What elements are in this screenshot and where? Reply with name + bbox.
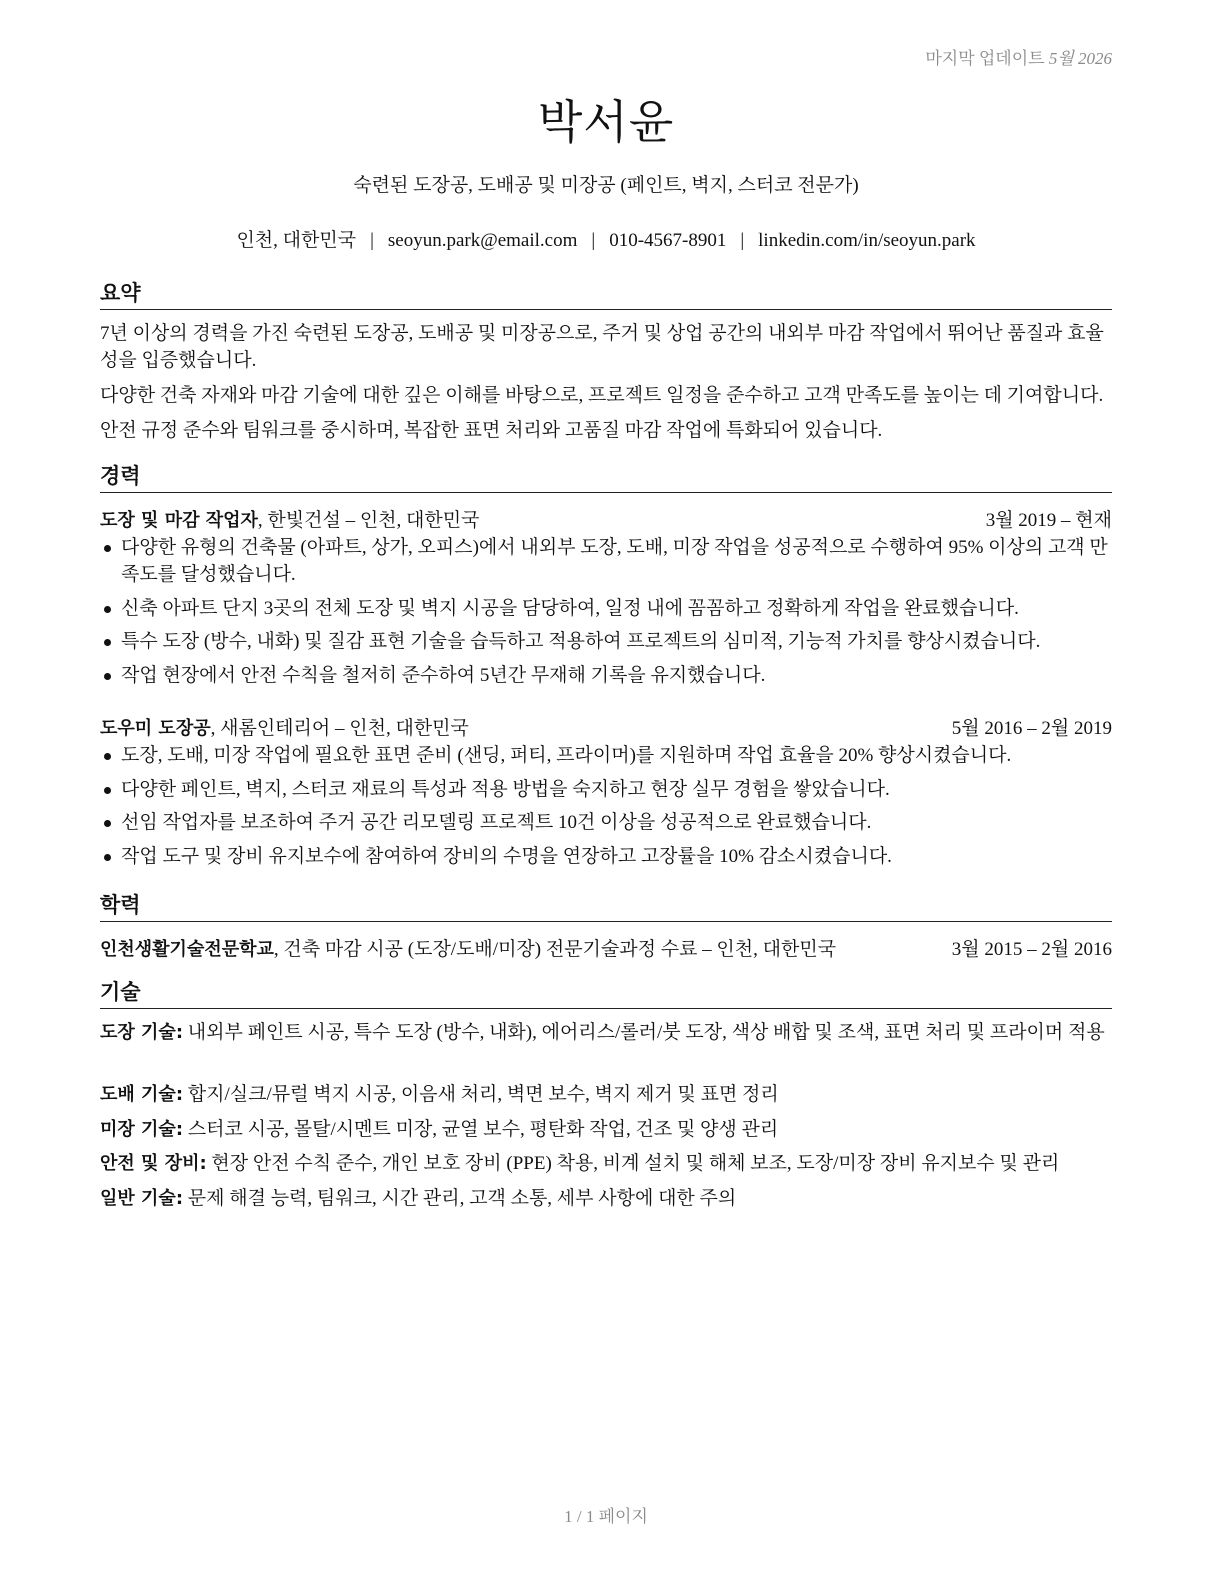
summary-paragraph: 안전 규정 준수와 팀워크를 중시하며, 복잡한 표면 처리와 고품질 마감 작업에 특화되어 있습니다.: [100, 420, 883, 441]
bullet-text: 다양한 유형의 건축물 (아파트, 상가, 오피스)에서 내외부 도장, 도배, 미장 작업을 성공적으로 수행하여 95% 이상의 고객 만족도를 달성했습니다.: [121, 537, 1108, 585]
skill-text: 스터코 시공, 몰탈/시멘트 미장, 균열 보수, 평탄화 작업, 건조 및 양생 관리: [183, 1119, 779, 1140]
section-title-skills: 기술: [100, 976, 1112, 1009]
bullet-icon: [104, 820, 111, 827]
bullet-icon: [104, 639, 111, 646]
skill-text: 내외부 페인트 시공, 특수 도장 (방수, 내화), 에어리스/롤러/붓 도장, 색상 배합 및 조색, 표면 처리 및 프라이머 적용: [183, 1022, 1105, 1043]
education-entry: [100, 934, 1112, 960]
resume-page: [100, 0, 1112, 1584]
skill-row: [100, 1185, 1112, 1212]
education-line: [100, 934, 836, 961]
skill-label: 미장 기술:: [100, 1119, 184, 1140]
list-item: [100, 595, 1112, 622]
skill-label: 안전 및 장비:: [100, 1153, 207, 1174]
job-company: , 한빛건설 – 인천, 대한민국: [257, 510, 480, 531]
education-dates: 3월 2015 – 2월 2016: [951, 939, 1112, 960]
skill-label: 도배 기술:: [100, 1084, 184, 1105]
last-updated-label: 마지막 업데이트: [925, 49, 1045, 68]
bullet-icon: [104, 753, 111, 760]
bullet-text: 특수 도장 (방수, 내화) 및 질감 표현 기술을 습득하고 적용하여 프로젝트의 심미적, 기능적 가치를 향상시켰습니다.: [121, 631, 1041, 652]
job-header: [100, 713, 1112, 739]
skill-row: [100, 1081, 1112, 1108]
skill-text: 합지/실크/뮤럴 벽지 시공, 이음새 처리, 벽면 보수, 벽지 제거 및 표면 정리: [183, 1084, 779, 1105]
summary-paragraph: 7년 이상의 경력을 가진 숙련된 도장공, 도배공 및 미장공으로, 주거 및 상업 공간의 내외부 마감 작업에서 뛰어난 품질과 효율성을 입증했습니다.: [100, 323, 1104, 371]
bullet-text: 도장, 도배, 미장 작업에 필요한 표면 준비 (샌딩, 퍼티, 프라이머)를 지원하며 작업 효율을 20% 향상시켰습니다.: [121, 745, 1012, 766]
skill-label: 일반 기술:: [100, 1188, 184, 1209]
section-title-education: 학력: [100, 889, 1112, 922]
contact-separator: |: [370, 230, 374, 251]
job-title-line: [100, 505, 479, 532]
headline: 숙련된 도장공, 도배공 및 미장공 (페인트, 벽지, 스터코 전문가): [353, 175, 859, 196]
bullet-icon: [104, 673, 111, 680]
contact-linkedin[interactable]: linkedin.com/in/seoyun.park: [758, 230, 976, 251]
candidate-name: 박서윤: [537, 95, 675, 149]
bullet-text: 신축 아파트 단지 3곳의 전체 도장 및 벽지 시공을 담당하여, 일정 내에 꼼꼼하고 정확하게 작업을 완료했습니다.: [121, 597, 1019, 619]
section-title-experience: 경력: [100, 460, 1112, 493]
page-indicator: 1 / 1 페이지: [564, 1507, 648, 1526]
bullet-text: 작업 도구 및 장비 유지보수에 참여하여 장비의 수명을 연장하고 고장률을 10% 감소시켰습니다.: [121, 845, 892, 867]
list-item: [100, 534, 1112, 588]
last-updated-year: 2026: [1078, 49, 1112, 68]
job-dates: 3월 2019 – 현재: [985, 510, 1112, 531]
education-school: 인천생활기술전문학교: [100, 939, 274, 960]
bullet-icon: [104, 854, 111, 861]
bullet-icon: [104, 787, 111, 794]
contact-separator: |: [591, 230, 596, 251]
bullet-text: 작업 현장에서 안전 수칙을 철저히 준수하여 5년간 무재해 기록을 유지했습니다.: [121, 664, 766, 686]
contact-separator: |: [740, 230, 745, 251]
summary-paragraph: 다양한 건축 자재와 마감 기술에 대한 깊은 이해를 바탕으로, 프로젝트 일정을 준수하고 고객 만족도를 높이는 데 기여합니다.: [100, 385, 1104, 406]
list-item: [100, 742, 1112, 769]
list-item: [100, 662, 1112, 689]
skill-row: [100, 1150, 1112, 1177]
list-item: [100, 776, 1112, 803]
job-title-line: [100, 713, 469, 740]
job-role: 도우미 도장공: [100, 718, 211, 739]
job-bullets: [100, 534, 1112, 695]
skill-row: [100, 1116, 1112, 1143]
job-header: [100, 505, 1112, 531]
bullet-text: 선임 작업자를 보조하여 주거 공간 리모델링 프로젝트 10건 이상을 성공적으로 완료했습니다.: [121, 812, 872, 833]
skill-text: 현장 안전 수칙 준수, 개인 보호 장비 (PPE) 착용, 비계 설치 및 해체 보조, 도장/미장 장비 유지보수 및 관리: [206, 1153, 1060, 1174]
contact-location: 인천, 대한민국: [236, 230, 357, 251]
bullet-text: 다양한 페인트, 벽지, 스터코 재료의 특성과 적용 방법을 숙지하고 현장 실무 경험을 쌓았습니다.: [121, 778, 890, 800]
contact-phone[interactable]: 010-4567-8901: [609, 230, 727, 251]
last-updated: [925, 44, 1112, 69]
bullet-icon: [104, 545, 111, 552]
skill-row: [100, 1019, 1112, 1046]
contact-email[interactable]: seoyun.park@email.com: [387, 230, 578, 251]
list-item: [100, 628, 1112, 655]
list-item: [100, 843, 1112, 870]
skill-text: 문제 해결 능력, 팀워크, 시간 관리, 고객 소통, 세부 사항에 대한 주의: [183, 1188, 737, 1209]
contact-line: [100, 225, 1112, 252]
job-role: 도장 및 마감 작업자: [100, 510, 258, 531]
job-company: , 새롬인테리어 – 인천, 대한민국: [210, 718, 469, 739]
skill-label: 도장 기술:: [100, 1022, 184, 1043]
bullet-icon: [104, 606, 111, 613]
education-detail: , 건축 마감 시공 (도장/도배/미장) 전문기술과정 수료 – 인천, 대한민국: [273, 939, 837, 960]
last-updated-month: 5월: [1048, 49, 1074, 68]
section-title-summary: 요약: [100, 277, 1112, 310]
job-dates: 5월 2016 – 2월 2019: [951, 718, 1112, 739]
list-item: [100, 809, 1112, 836]
job-bullets: [100, 742, 1112, 876]
